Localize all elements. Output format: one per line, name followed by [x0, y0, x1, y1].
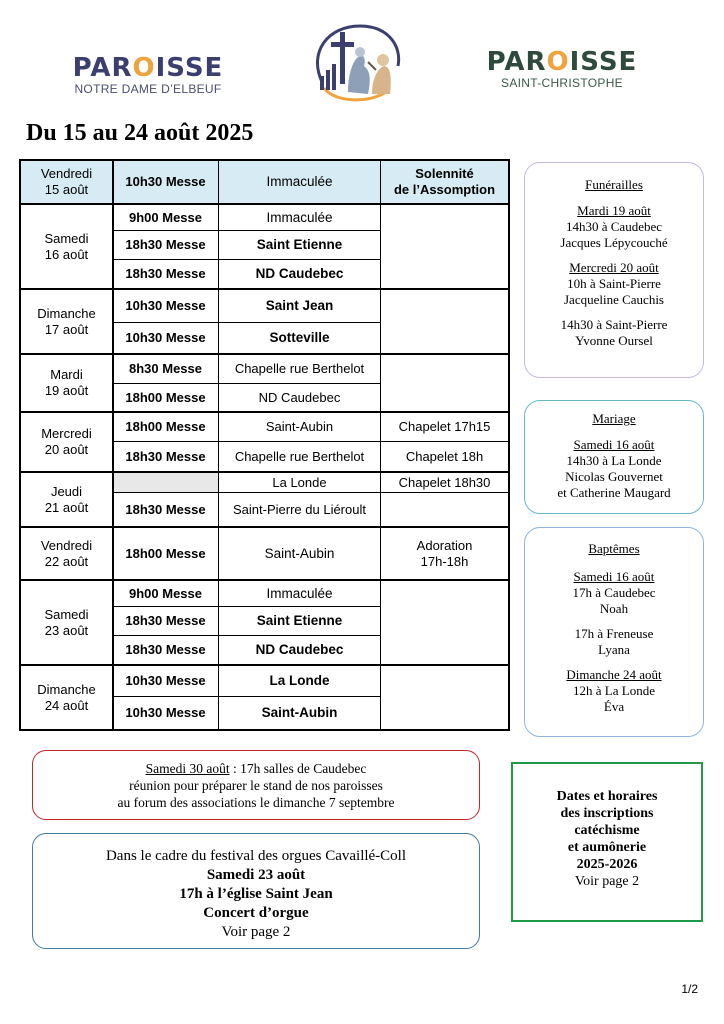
church-name: Saint-Aubin [265, 419, 334, 434]
church-name: Sotteville [269, 330, 330, 345]
mass-time: 18h30 Messe [125, 266, 206, 281]
mass-time: 8h30 Messe [129, 361, 202, 376]
church-name: ND Caudebec [255, 266, 344, 281]
mass-time [113, 473, 218, 492]
day-cell: Mardi 19 août [44, 367, 89, 398]
day-cell: Jeudi 21 août [44, 483, 89, 515]
church-name: Immaculée [266, 585, 333, 601]
mass-time: 18h30 Messe [125, 642, 206, 657]
page-number: 1/2 [681, 982, 698, 996]
church-name: Chapelle rue Berthelot [234, 361, 365, 376]
church-name: Immaculée [266, 209, 333, 225]
church-name: La Londe [269, 673, 330, 688]
day-cell: Samedi 23 août [44, 606, 89, 638]
extra-cell: Chapelet 18h [405, 448, 484, 464]
extra-cell: Chapelet 18h30 [398, 474, 491, 490]
parish-subtitle: NOTRE DAME D’ELBEUF [74, 82, 222, 96]
church-name: Saint Jean [265, 298, 334, 313]
day-cell: Dimanche 17 août [37, 305, 96, 337]
church-name: Saint-Pierre du Liéroult [233, 501, 366, 517]
mass-time: 10h30 Messe [125, 330, 206, 345]
box-title: Funérailles [585, 177, 643, 192]
extra-cell: Adoration 17h-18h [416, 537, 473, 569]
mass-time: 10h30 Messe [125, 298, 206, 313]
church-name: La Londe [272, 474, 327, 490]
church-name: Chapelle rue Berthelot [234, 448, 365, 464]
church-name: Saint-Aubin [264, 545, 335, 561]
concert-note: Dans le cadre du festival des orgues Cavaillé-Coll Samedi 23 août 17h à l’église Saint Jean Concert d’orgue Voir page 2 [32, 833, 480, 949]
mass-schedule-table [19, 159, 510, 731]
box-title: Baptêmes [588, 541, 640, 556]
mass-time: 10h30 Messe [125, 174, 206, 189]
catechism-note: Dates et horaires des inscriptions catéchisme et aumônerie 2025-2026 Voir page 2 [511, 762, 703, 922]
day-cell: Mercredi 20 août [41, 426, 92, 457]
mass-time: 9h00 Messe [129, 209, 202, 225]
meeting-note: Samedi 30 août : 17h salles de Caudebec réunion pour préparer le stand de nos paroisses au forum des associations le dimanche 7 septembre [32, 750, 480, 820]
mass-time: 10h30 Messe [125, 673, 206, 688]
mariage-box: Mariage Samedi 16 août 14h30 à La Londe Nicolas Gouvernet et Catherine Maugard [524, 400, 704, 514]
extra-cell: Solennité de l’Assomption [393, 166, 496, 197]
mass-time: 18h00 Messe [125, 389, 206, 405]
mass-time: 10h30 Messe [125, 705, 206, 720]
day-cell: Samedi 16 août [44, 230, 89, 262]
cross-and-saints-logo-icon [298, 22, 408, 106]
mass-time: 18h30 Messe [125, 613, 206, 628]
church-name: Saint-Aubin [261, 705, 338, 720]
church-name: Immaculée [266, 174, 333, 189]
day-cell: Vendredi 22 août [40, 537, 93, 569]
parish-logo-saint-christophe [478, 48, 646, 90]
church-name: ND Caudebec [258, 389, 341, 405]
mass-time: 18h30 Messe [125, 501, 206, 517]
page-title: Du 15 au 24 août 2025 [26, 120, 254, 146]
mass-time: 18h30 Messe [125, 448, 206, 464]
church-name: Saint Etienne [256, 613, 343, 628]
parish-subtitle: SAINT-CHRISTOPHE [501, 76, 623, 90]
mass-time: 18h00 Messe [125, 545, 206, 561]
extra-cell: Chapelet 17h15 [398, 419, 491, 434]
funerailles-box: Funérailles Mardi 19 août 14h30 à Caudebec Jacques Lépycouché Mercredi 20 août 10h à Saint-Pierre Jacqueline Cauchis 14h30 à Saint-Pierre Yvonne Oursel [524, 162, 704, 378]
baptemes-box: Baptêmes Samedi 16 août 17h à Caudebec Noah 17h à Freneuse Lyana Dimanche 24 août 12h à La Londe Éva [524, 527, 704, 737]
box-title: Mariage [592, 411, 636, 426]
mass-time: 18h00 Messe [125, 419, 206, 434]
church-name: Saint Etienne [256, 237, 343, 252]
church-name: ND Caudebec [255, 642, 344, 657]
day-cell: Vendredi 15 août [40, 166, 93, 197]
day-cell: Dimanche 24 août [37, 681, 96, 713]
mass-time: 18h30 Messe [125, 237, 206, 252]
mass-time: 9h00 Messe [129, 585, 202, 601]
parish-name: PAROISSE [486, 47, 638, 77]
parish-name: PAROISSE [72, 53, 224, 83]
parish-logo-notre-dame [66, 54, 230, 96]
